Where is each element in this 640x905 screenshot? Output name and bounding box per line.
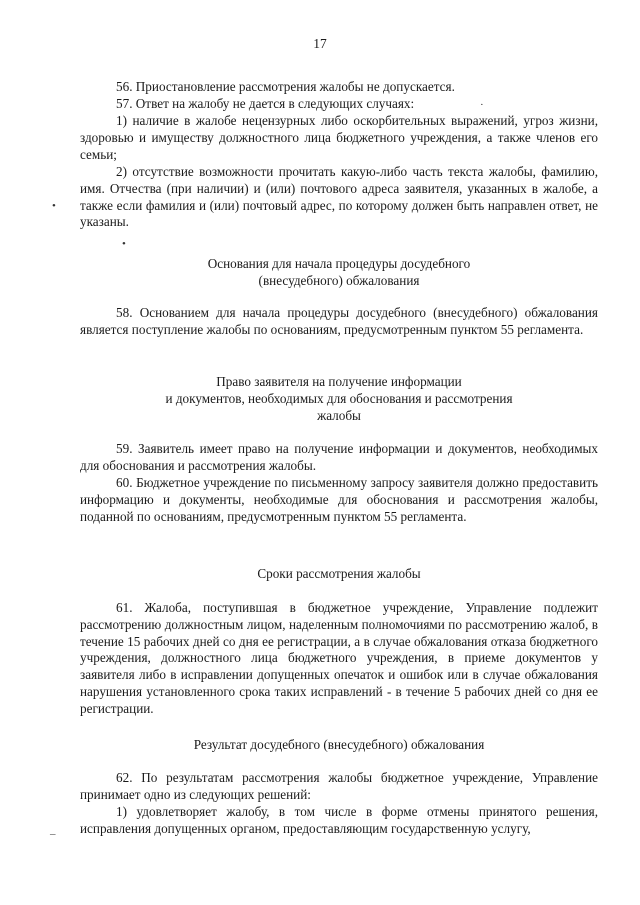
heading-line: жалобы xyxy=(317,408,361,423)
page-number: 17 xyxy=(313,36,327,51)
scan-speck: – xyxy=(50,828,56,840)
scan-speck: · xyxy=(480,99,484,111)
paragraph-59: 59. Заявитель имеет право на получение информации и документов, необходимых для обоснования и рассмотрения жалобы. xyxy=(80,441,598,473)
section-heading-right-to-information xyxy=(80,373,598,424)
paragraph-58: 58. Основанием для начала процедуры досудебного (внесудебного) обжалования является поступление жалобы по основаниям, предусмотренным пунктом 55 регламента. xyxy=(80,305,598,337)
heading-line: и документов, необходимых для обоснования и рассмотрения xyxy=(165,391,513,406)
section-heading-terms: Сроки рассмотрения жалобы xyxy=(257,566,421,581)
paragraph-57: 57. Ответ на жалобу не дается в следующих случаях: xyxy=(116,96,415,111)
paragraph-61: 61. Жалоба, поступившая в бюджетное учреждение, Управление подлежит рассмотрению должностным лицом, наделенным полномочиями по рассмотрению жалоб, в течение 15 рабочих дней со дня ее регистрации, а в случае обжалования отказа бюджетного учреждения, должностного лица бюджетного учреждения, в приеме документов у заявителя либо в исправлении допущенных опечаток и ошибок или в случае обжалования нарушения установленного срока таких исправлений - в течение 5 рабочих дней со дня ее регистрации. xyxy=(80,600,598,716)
paragraph-62: 62. По результатам рассмотрения жалобы бюджетное учреждение, Управление принимает одно из следующих решений: xyxy=(80,770,598,802)
paragraph-57-item-1: 1) наличие в жалобе нецензурных либо оскорбительных выражений, угроз жизни, здоровью и имуществу должностного лица бюджетного учреждения, а также членов его семьи; xyxy=(80,113,598,162)
paragraph-57-item-2: 2) отсутствие возможности прочитать какую-либо часть текста жалобы, фамилию, имя. Отчества (при наличии) и (или) почтового адреса заявителя, указанных в жалобе, а также если фамилия и (или) почтовый адрес, по которому должен быть направлен ответ, не указаны. xyxy=(80,164,598,230)
section-heading-grounds xyxy=(80,255,598,289)
heading-line: Право заявителя на получение информации xyxy=(216,374,462,389)
section-heading-result: Результат досудебного (внесудебного) обжалования xyxy=(193,737,485,752)
scan-speck: • xyxy=(52,200,56,212)
heading-line: Основания для начала процедуры досудебного xyxy=(207,256,471,271)
paragraph-62-item-1: 1) удовлетворяет жалобу, в том числе в форме отмены принятого решения, исправления допущенных органом, предоставляющим государственную услугу, xyxy=(80,804,598,836)
paragraph-56: 56. Приостановление рассмотрения жалобы не допускается. xyxy=(116,79,455,94)
scan-speck: • xyxy=(122,238,126,250)
paragraph-60: 60. Бюджетное учреждение по письменному запросу заявителя должно предоставить информацию и документы, необходимые для обоснования и рассмотрения жалобы, поданной по основаниям, предусмотренным пунктом 55 регламента. xyxy=(80,475,598,524)
heading-line: (внесудебного) обжалования xyxy=(258,273,420,288)
